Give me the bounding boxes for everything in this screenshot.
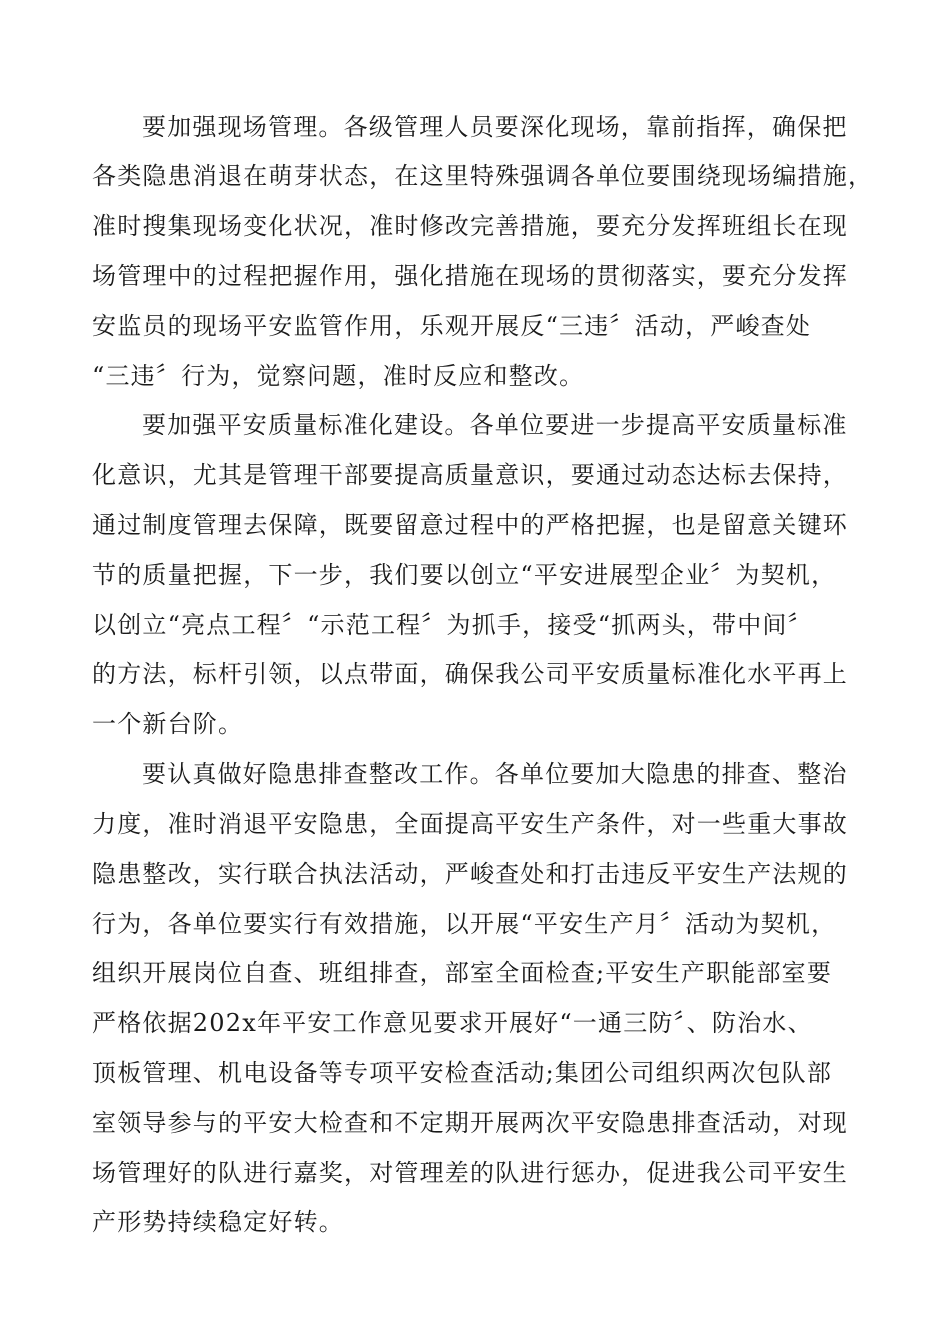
paragraph-2-line-4: 节的质量把握，下一步，我们要以创立“平安进展型企业〞为契机， [92, 561, 837, 589]
paragraph-1-line-2: 各类隐患消退在萌芽状态，在这里特殊强调各单位要围绕现场编措施， [92, 162, 874, 190]
paragraph-2-line-1: 要加强平安质量标准化建设。各单位要进一步提高平安质量标准 [142, 411, 848, 439]
paragraph-3-line-9: 场管理好的队进行嘉奖，对管理差的队进行惩办，促进我公司平安生 [92, 1159, 848, 1187]
paragraph-1-line-4: 场管理中的过程把握作用，强化措施在现场的贯彻落实，要充分发挥 [92, 262, 848, 290]
paragraph-3-line-3: 隐患整改，实行联合执法活动，严峻查处和打击违反平安生产法规的 [92, 860, 848, 888]
paragraph-2-line-6: 的方法，标杆引领，以点带面，确保我公司平安质量标准化水平再上 [92, 660, 848, 688]
paragraph-2-line-3: 通过制度管理去保障，既要留意过程中的严格把握，也是留意关键环 [92, 511, 848, 539]
paragraph-2-line-7: 一个新台阶。 [92, 710, 244, 738]
paragraph-3-line-8: 室领导参与的平安大检查和不定期开展两次平安隐患排查活动，对现 [92, 1109, 848, 1137]
paragraph-3-line-10: 产形势持续稳定好转。 [92, 1208, 344, 1236]
paragraph-3-line-5: 组织开展岗位自查、班组排查，部室全面检查;平安生产职能部室要 [92, 959, 833, 987]
paragraph-3-line-4: 行为，各单位要实行有效措施，以开展“平安生产月〞活动为契机， [92, 910, 837, 938]
paragraph-3-line-1: 要认真做好隐患排查整改工作。各单位要加大隐患的排查、整治 [142, 760, 848, 788]
paragraph-1-line-6: “三违〞行为，觉察问题，准时反应和整改。 [92, 362, 585, 390]
paragraph-1-line-5: 安监员的现场平安监管作用，乐观开展反“三违〞活动，严峻查处 [92, 312, 812, 340]
paragraph-3-line-7: 顶板管理、机电设备等专项平安检查活动;集团公司组织两次包队部 [92, 1059, 833, 1087]
paragraph-3-line-6: 严格依据202x年平安工作意见要求开展好“一通三防〞、防治水、 [92, 1009, 813, 1037]
paragraph-2-line-2: 化意识，尤其是管理干部要提高质量意识，要通过动态达标去保持， [92, 461, 848, 489]
paragraph-3-line-2: 力度，准时消退平安隐患，全面提高平安生产条件，对一些重大事故 [92, 810, 848, 838]
paragraph-1-line-3: 准时搜集现场变化状况，准时修改完善措施，要充分发挥班组长在现 [92, 212, 848, 240]
paragraph-1-line-1: 要加强现场管理。各级管理人员要深化现场，靠前指挥，确保把 [142, 113, 848, 141]
paragraph-2-line-5: 以创立“亮点工程〞“示范工程〞为抓手，接受“抓两头，带中间〞 [92, 611, 813, 639]
